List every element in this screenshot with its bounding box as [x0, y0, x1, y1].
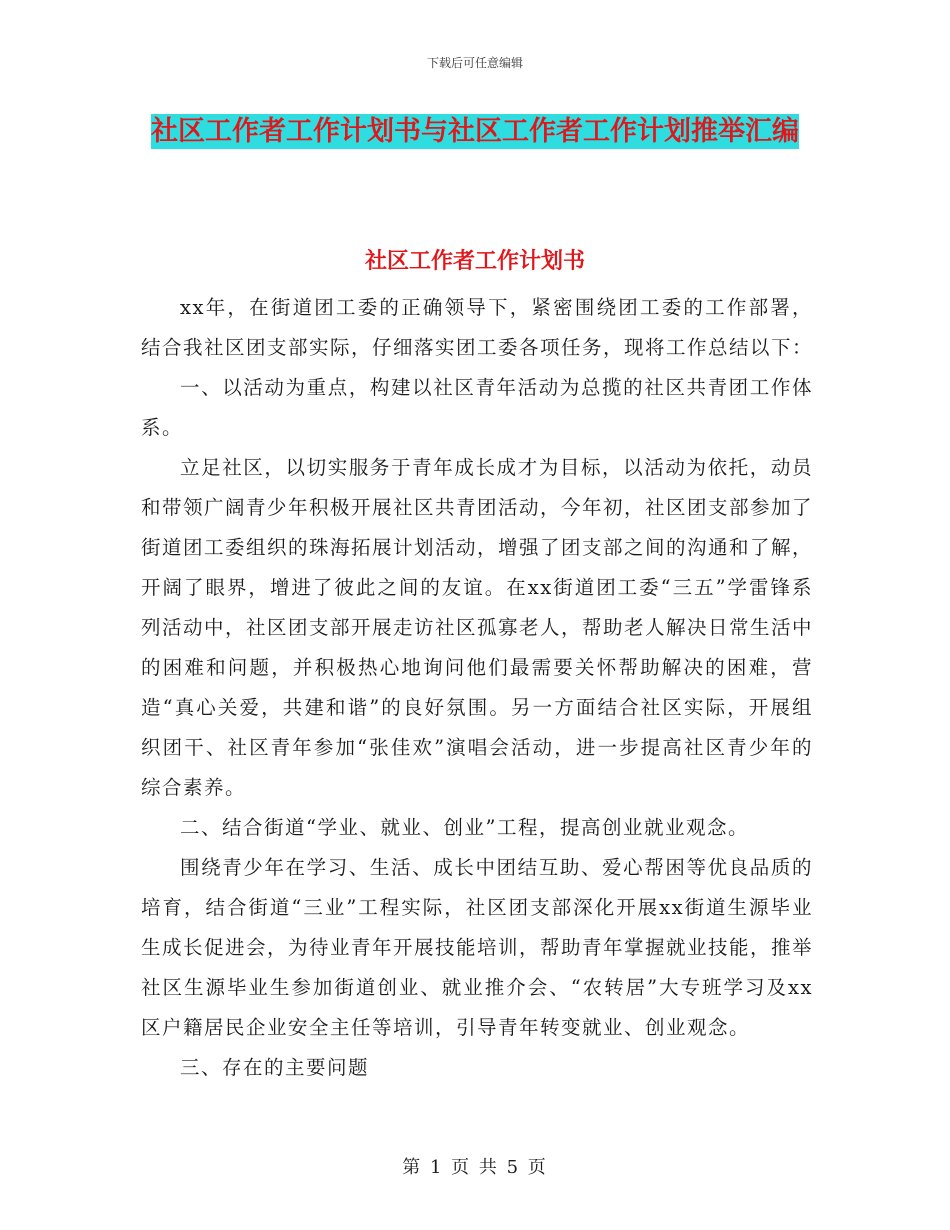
main-title: [140, 106, 810, 158]
body-text: [141, 288, 813, 1088]
paragraph: 一、以活动为重点，构建以社区青年活动为总揽的社区共青团工作体系。: [141, 376, 813, 439]
paragraph: 围绕青少年在学习、生活、成长中团结互助、爱心帮困等优良品质的培育，结合街道“三业”工程实际，社区团支部深化开展xx街道生源毕业生成长促进会，为待业青年开展技能培训，帮助青年掌握就业技能，推举社区生源毕业生参加街道创业、就业推介会、“农转居”大专班学习及xx区户籍居民企业安全主任等培训，引导青年转变就业、创业观念。: [141, 856, 814, 1039]
paragraph: 二、结合街道“学业、就业、创业”工程，提高创业就业观念。: [180, 816, 749, 839]
paragraph: 立足社区，以切实服务于青年成长成才为目标，以活动为依托，动员和带领广阔青少年积极开展社区共青团活动，今年初，社区团支部参加了街道团工委组织的珠海拓展计划活动，增强了团支部之间的沟通和了解，开阔了眼界，增进了彼此之间的友谊。在xx街道团工委“三五”学雷锋系列活动中，社区团支部开展走访社区孤寡老人，帮助老人解决日常生活中的困难和问题，并积极热心地询问他们最需要关怀帮助解决的困难，营造“真心关爱，共建和谐”的良好氛围。另一方面结合社区实际，开展组织团干、社区青年参加“张佳欢”演唱会活动，进一步提高社区青少年的综合素养。: [141, 456, 814, 799]
paragraph: 三、存在的主要问题: [180, 1056, 370, 1079]
paragraph: xx年，在街道团工委的正确领导下，紧密围绕团工委的工作部署，结合我社区团支部实际，仔细落实团工委各项任务，现将工作总结以下：: [141, 296, 814, 359]
page-number-footer: 第 1 页 共 5 页: [402, 1157, 548, 1178]
section-title: 社区工作者工作计划书: [364, 249, 585, 274]
header-note: 下载后可任意编辑: [426, 56, 523, 70]
main-title-text: 社区工作者工作计划书与社区工作者工作计划推举汇编: [151, 116, 799, 147]
